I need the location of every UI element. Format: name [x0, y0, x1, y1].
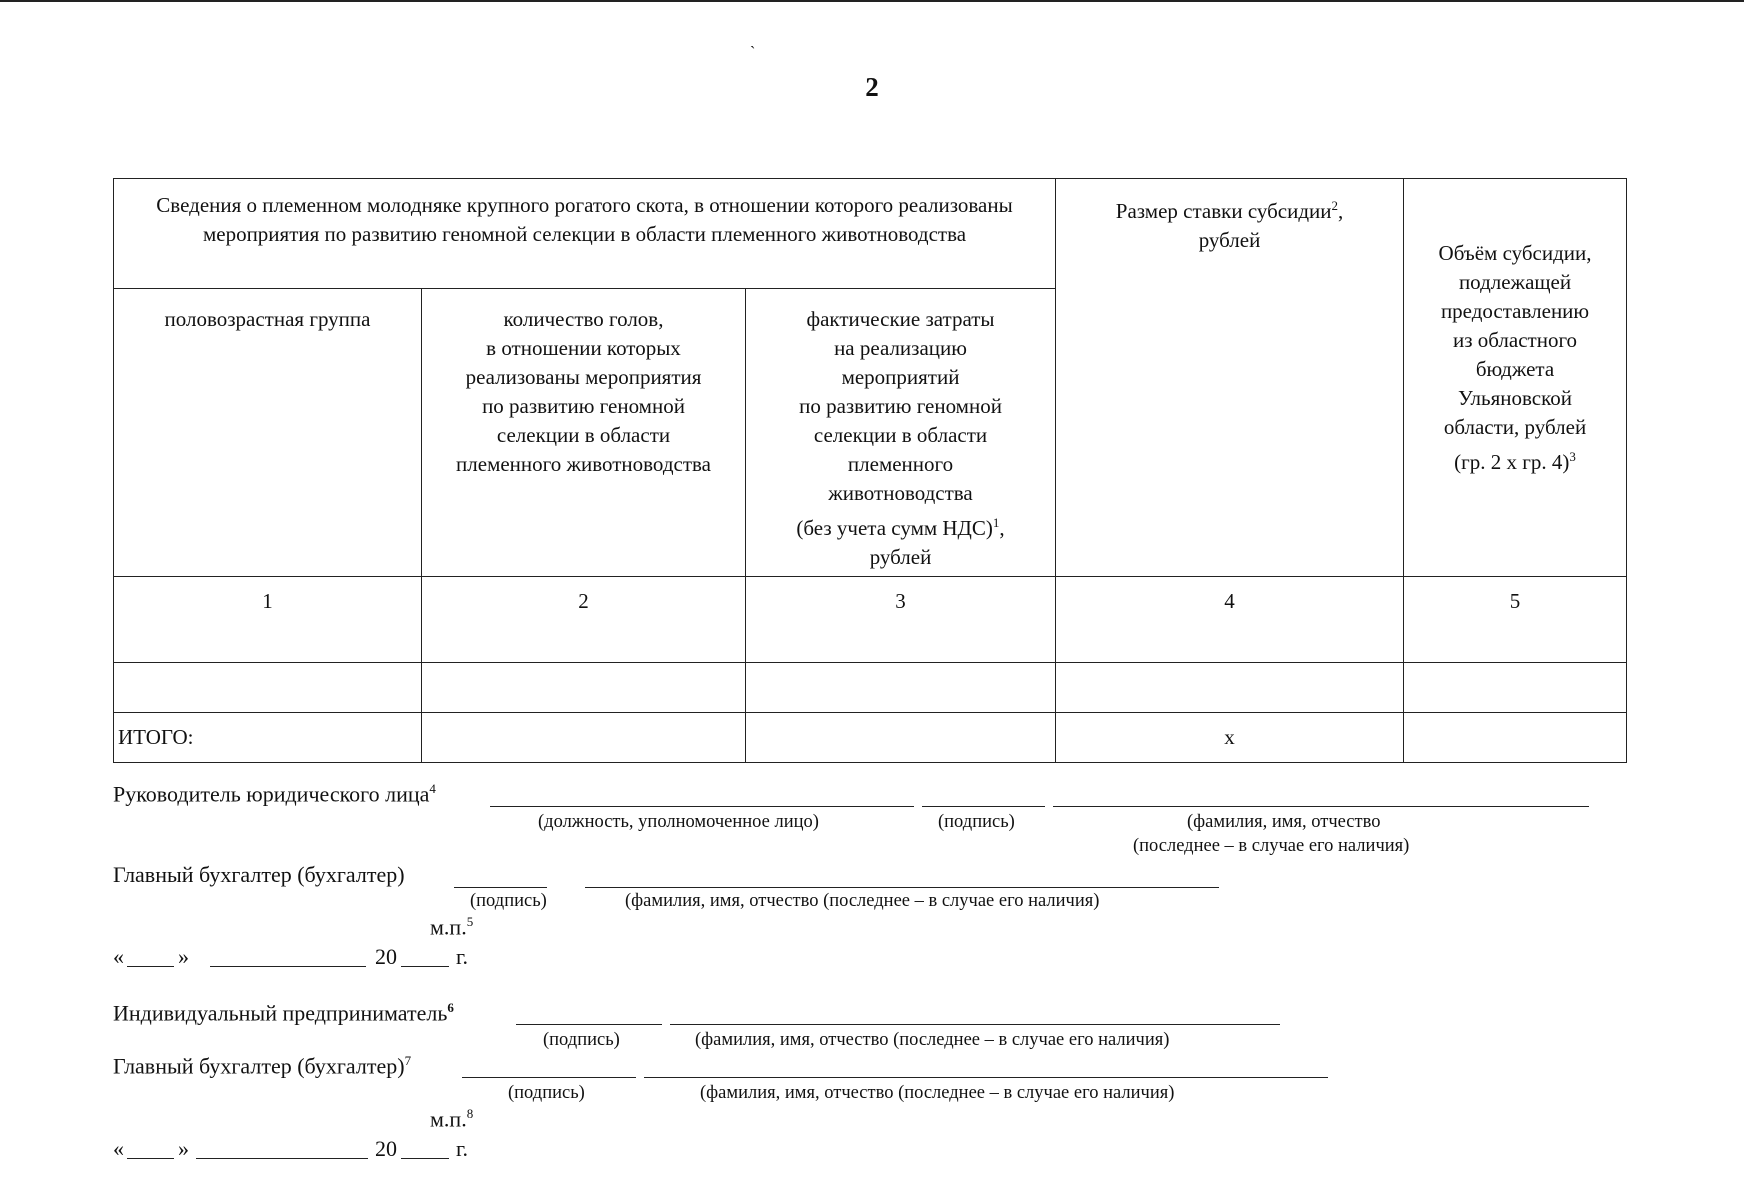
- date-open-quote: «: [113, 1136, 124, 1161]
- footnote-1: 1: [992, 515, 1000, 530]
- column-number: 5: [1404, 577, 1627, 663]
- column-number: 1: [114, 577, 422, 663]
- caption-fio: (фамилия, имя, отчество: [1187, 812, 1381, 832]
- footnote-5: 5: [466, 914, 474, 929]
- fio-line[interactable]: [1053, 806, 1589, 807]
- col2-line: реализованы мероприятия: [465, 365, 702, 389]
- col2-line: селекции в области: [496, 423, 671, 447]
- data-cell[interactable]: [746, 663, 1056, 713]
- col4-comma: ,: [1338, 199, 1344, 223]
- head-label-block: [113, 781, 436, 807]
- total-label: ИТОГО:: [114, 713, 422, 763]
- col2-line: в отношении которых: [486, 336, 681, 360]
- fio-line[interactable]: [644, 1077, 1328, 1078]
- chief-accountant-label-2: Главный бухгалтер (бухгалтер): [113, 1053, 405, 1079]
- date-month-line[interactable]: [210, 966, 366, 967]
- caption-fio-note: (последнее – в случае его наличия): [1133, 836, 1410, 856]
- data-row: [114, 663, 1627, 713]
- scan-mark: `: [750, 44, 756, 61]
- col3-line: на реализацию: [834, 336, 967, 360]
- col3-line: по развитию геномной: [799, 394, 1002, 418]
- column-number: 2: [422, 577, 746, 663]
- year-suffix: г.: [456, 944, 469, 969]
- column-number: 4: [1056, 577, 1404, 663]
- col5-line: области, рублей: [1443, 414, 1587, 439]
- entrepreneur-label: Индивидуальный предприниматель: [113, 1000, 448, 1026]
- caption-fio-full: (фамилия, имя, отчество (последнее – в случае его наличия): [700, 1083, 1175, 1103]
- total-row: [114, 713, 1627, 763]
- date-close-quote: »: [178, 944, 189, 969]
- col5-line: Объём субсидии,: [1438, 240, 1592, 265]
- head-label: Руководитель юридического лица: [113, 781, 430, 807]
- signature-line[interactable]: [516, 1024, 662, 1025]
- col3-unit: рублей: [869, 545, 932, 569]
- col4-title: Размер ставки субсидии: [1115, 199, 1332, 223]
- total-cell[interactable]: [1404, 713, 1627, 763]
- col4-header: [1056, 179, 1404, 577]
- signature-line[interactable]: [454, 887, 547, 888]
- date-close-quote: »: [178, 1136, 189, 1161]
- group-header: Сведения о племенном молодняке крупного рогатого скота, в отношении которого реализованы мероприятия по развитию геномной селекции в области племенного животноводства: [114, 179, 1056, 289]
- col3-vat-note: (без учета сумм НДС): [796, 516, 993, 540]
- chief-accountant-label: Главный бухгалтер (бухгалтер): [113, 862, 405, 887]
- caption-signature: (подпись): [938, 812, 1015, 832]
- date-year-line[interactable]: [401, 1158, 449, 1159]
- column-numbers-row: [114, 577, 1627, 663]
- col5-line: из областного: [1452, 327, 1578, 352]
- total-cell[interactable]: [422, 713, 746, 763]
- date-open-quote: «: [113, 944, 124, 969]
- data-cell[interactable]: [114, 663, 422, 713]
- stamp-place-2: [430, 1106, 473, 1132]
- data-cell[interactable]: [1056, 663, 1404, 713]
- col5-line: бюджета: [1475, 356, 1555, 381]
- date-day-line[interactable]: [127, 966, 174, 967]
- col3-line: селекции в области: [813, 423, 988, 447]
- col5-line: Ульяновской: [1458, 385, 1572, 410]
- caption-position: (должность, уполномоченное лицо): [538, 812, 819, 832]
- total-rate-cell: х: [1056, 713, 1404, 763]
- col5-formula: (гр. 2 х гр. 4): [1454, 449, 1570, 474]
- col3-line: мероприятий: [841, 365, 960, 389]
- chief-accountant-block-2: [113, 1053, 411, 1079]
- col3-line: племенного: [847, 452, 954, 476]
- col2-line: племенного животноводства: [456, 452, 711, 476]
- top-border-line: [0, 0, 1744, 2]
- col5-header: [1404, 179, 1627, 577]
- date-day-line[interactable]: [127, 1158, 174, 1159]
- footnote-2: 2: [1331, 198, 1339, 213]
- year-suffix: г.: [456, 1136, 469, 1161]
- year-prefix: 20: [375, 1136, 397, 1161]
- entrepreneur-block: [113, 1000, 454, 1026]
- footnote-4: 4: [429, 781, 436, 796]
- footnote-8: 8: [466, 1106, 474, 1121]
- footnote-3: 3: [1569, 448, 1576, 464]
- col2-header: [422, 289, 746, 577]
- caption-fio-full: (фамилия, имя, отчество (последнее – в случае его наличия): [695, 1030, 1170, 1050]
- col5-line: предоставлению: [1440, 298, 1590, 323]
- stamp-place-1: [430, 914, 473, 940]
- signature-line[interactable]: [462, 1077, 636, 1078]
- data-cell[interactable]: [1404, 663, 1627, 713]
- col3-line: фактические затраты: [806, 307, 995, 331]
- mp-label: м.п.: [430, 914, 467, 940]
- position-line[interactable]: [490, 806, 914, 807]
- col2-line: по развитию геномной: [482, 394, 685, 418]
- footnote-6: 6: [447, 1000, 454, 1015]
- column-number: 3: [746, 577, 1056, 663]
- col2-line: количество голов,: [503, 307, 664, 331]
- fio-line[interactable]: [670, 1024, 1280, 1025]
- subsidy-table: [113, 178, 1627, 763]
- data-cell[interactable]: [422, 663, 746, 713]
- caption-fio-full: (фамилия, имя, отчество (последнее – в случае его наличия): [625, 891, 1100, 911]
- year-prefix: 20: [375, 944, 397, 969]
- caption-signature: (подпись): [508, 1083, 585, 1103]
- col1-header: половозрастная группа: [114, 289, 422, 577]
- date-month-line[interactable]: [196, 1158, 368, 1159]
- col3-line: животноводства: [828, 481, 973, 505]
- caption-signature: (подпись): [470, 891, 547, 911]
- footnote-7: 7: [404, 1053, 412, 1068]
- mp-label: м.п.: [430, 1106, 467, 1132]
- col3-header: [746, 289, 1056, 577]
- caption-signature: (подпись): [543, 1030, 620, 1050]
- date-year-line[interactable]: [401, 966, 449, 967]
- col5-line: подлежащей: [1458, 269, 1572, 294]
- col4-unit: рублей: [1198, 228, 1261, 252]
- page-number: 2: [865, 72, 879, 102]
- fio-line[interactable]: [585, 887, 1219, 888]
- signature-line[interactable]: [922, 806, 1045, 807]
- total-cell[interactable]: [746, 713, 1056, 763]
- col3-comma: ,: [999, 516, 1005, 540]
